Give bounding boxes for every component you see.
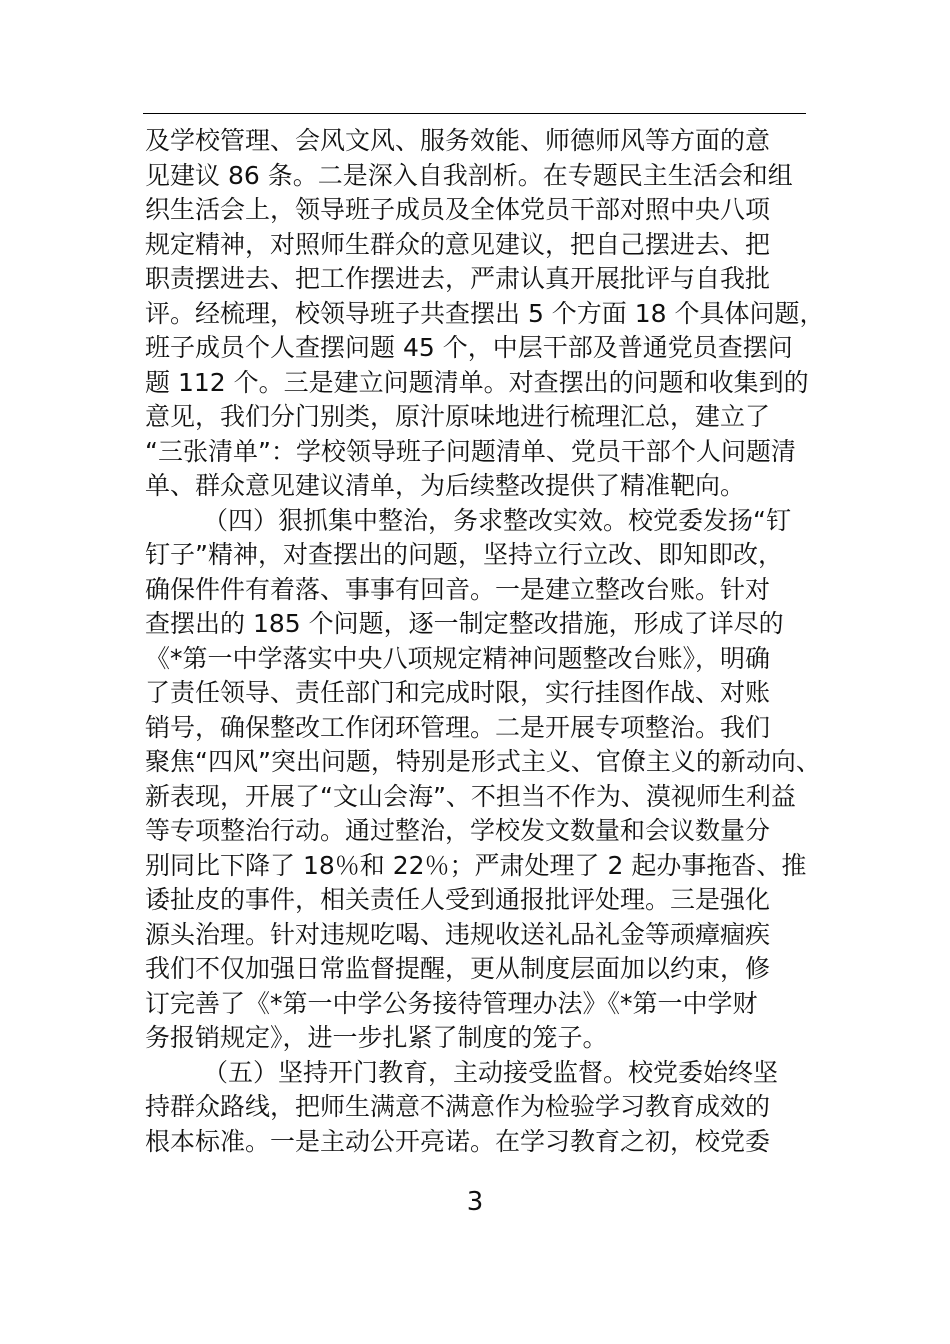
text-line: 我们不仅加强日常监督提醒，更从制度层面加以约束，修 (145, 954, 771, 983)
text-line: 等专项整治行动。通过整治，学校发文数量和会议数量分 (145, 816, 771, 845)
text-line: 订完善了《*第一中学公务接待管理办法》《*第一中学财 (145, 988, 758, 1018)
text-line: “三张清单”：学校领导班子问题清单、党员干部个人问题清 (145, 436, 796, 466)
text-line: 评。经梳理，校领导班子共查摆出 5 个方面 18 个具体问题， (145, 298, 825, 328)
text-line: 及学校管理、会风文风、服务效能、师德师风等方面的意 (145, 126, 771, 155)
page-number: 3 (466, 1187, 484, 1217)
text-line: 织生活会上，领导班子成员及全体党员干部对照中央八项 (145, 195, 771, 224)
text-line: 职责摆进去、把工作摆进去，严肃认真开展批评与自我批 (145, 264, 771, 293)
text-line: 见建议 86 条。二是深入自我剖析。在专题民主生活会和组 (145, 160, 793, 190)
paragraph-start-line: （四）狠抓集中整治，务求整改实效。校党委发扬“钉 (203, 505, 791, 535)
text-line: 《*第一中学落实中央八项规定精神问题整改台账》，明确 (145, 643, 771, 673)
text-line: 单、群众意见建议清单，为后续整改提供了精准靶向。 (145, 471, 746, 500)
text-line: 新表现，开展了“文山会海”、不担当不作为、漠视师生利益 (145, 781, 796, 811)
document-body (145, 124, 835, 1159)
text-line: 销号，确保整改工作闭环管理。二是开展专项整治。我们 (145, 712, 771, 742)
text-line: 班子成员个人查摆问题 45 个，中层干部及普通党员查摆问 (145, 333, 793, 362)
text-line: 了责任领导、责任部门和完成时限，实行挂图作战、对账 (145, 678, 771, 707)
text-line: 钉子”精神，对查摆出的问题，坚持立行立改、即知即改， (145, 540, 783, 569)
header-rule (143, 113, 806, 114)
text-line: 诿扯皮的事件，相关责任人受到通报批评处理。三是强化 (145, 885, 771, 914)
text-line: 聚焦“四风”突出问题，特别是形式主义、官僚主义的新动向、 (145, 747, 821, 776)
text-line: 题 112 个。三是建立问题清单。对查摆出的问题和收集到的 (145, 367, 809, 397)
text-line: 确保件件有着落、事事有回音。一是建立整改台账。针对 (145, 574, 771, 604)
text-line: 务报销规定》，进一步扎紧了制度的笼子。 (145, 1023, 608, 1052)
text-line: 查摆出的 185 个问题，逐一制定整改措施，形成了详尽的 (145, 609, 784, 638)
text-line: 持群众路线，把师生满意不满意作为检验学习教育成效的 (145, 1092, 771, 1121)
text-line: 规定精神，对照师生群众的意见建议，把自己摆进去、把 (145, 229, 771, 259)
text-line: 别同比下降了 18％和 22％；严肃处理了 2 起办事拖沓、推 (145, 850, 807, 880)
text-line: 源头治理。针对违规吃喝、违规收送礼品礼金等顽瘴痼疾 (145, 919, 771, 949)
text-line: 意见，我们分门别类，原汁原味地进行梳理汇总，建立了 (145, 402, 771, 431)
paragraph-start-line: （五）坚持开门教育，主动接受监督。校党委始终坚 (203, 1057, 779, 1087)
text-line: 根本标准。一是主动公开亮诺。在学习教育之初，校党委 (145, 1126, 771, 1156)
